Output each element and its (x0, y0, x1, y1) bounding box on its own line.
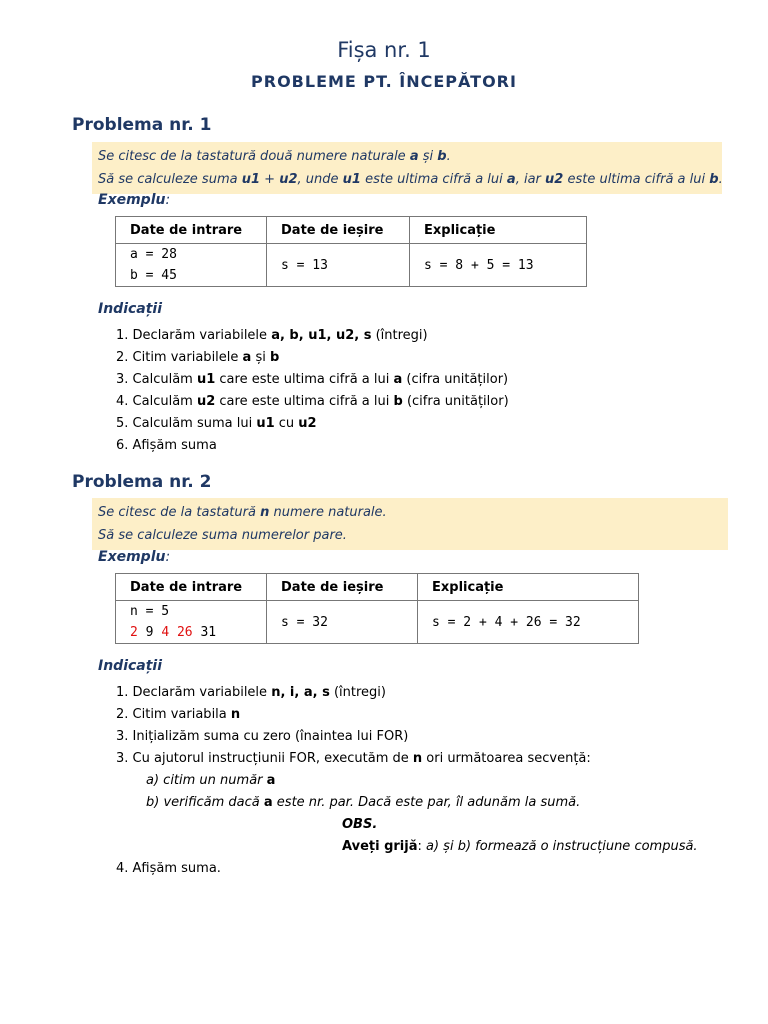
problem-2-steps (116, 682, 698, 880)
page-subtitle: PROBLEME PT. ÎNCEPĂTORI (251, 72, 517, 91)
list-item: 1. Declarăm variabilele n, i, a, s (întregi) (116, 685, 386, 700)
table-header: Explicație (410, 217, 587, 244)
table-cell-explanation: s = 8 + 5 = 13 (410, 244, 587, 287)
table-cell-output: s = 32 (267, 601, 418, 644)
problem-1-heading: Problema nr. 1 (72, 115, 212, 135)
list-item: 3. Cu ajutorul instrucțiunii FOR, executăm de n ori următoarea secvență: (116, 751, 591, 766)
problem-1-statement: Se citesc de la tastatură două numere naturale a și b. Să se calculeze suma u1 + u2, unde u1 este ultima cifră a lui a, iar u2 este ultima cifră a lui b. (92, 142, 722, 194)
list-item: b) verificăm dacă a este nr. par. Dacă este par, îl adunăm la sumă. (146, 795, 581, 810)
problem-2-statement: Se citesc de la tastatură n numere naturale. Să se calculeze suma numerelor pare. (92, 498, 728, 550)
list-item: 6. Afișăm suma (116, 438, 217, 453)
obs-note: OBS. (342, 817, 378, 832)
problem-1-steps (116, 325, 509, 457)
odd-number: 9 (145, 625, 154, 640)
table-header: Date de intrare (116, 217, 267, 244)
problem-2-example-label: Exemplu: (98, 549, 171, 565)
list-item: 4. Calculăm u2 care este ultima cifră a lui b (cifra unităților) (116, 394, 509, 409)
problem-2-example-table (115, 573, 639, 644)
table-header-row (116, 574, 639, 601)
list-item: 3. Calculăm u1 care este ultima cifră a lui a (cifra unităților) (116, 372, 509, 387)
list-item: 4. Afișăm suma. (116, 861, 221, 876)
even-number: 26 (176, 625, 193, 640)
page-title: Fișa nr. 1 (337, 38, 431, 62)
list-item: a) citim un număr a (146, 773, 276, 788)
problem-1-hints-label: Indicații (98, 301, 163, 317)
table-header: Explicație (418, 574, 639, 601)
problem-1-example-table (115, 216, 587, 287)
problem-2-heading: Problema nr. 2 (72, 472, 212, 492)
even-number: 2 (130, 625, 138, 640)
table-header: Date de ieșire (267, 217, 410, 244)
problem-2-hints-label: Indicații (98, 658, 163, 674)
table-row (116, 601, 639, 644)
table-header: Date de intrare (116, 574, 267, 601)
table-cell-input: a = 28 b = 45 (116, 244, 267, 287)
table-cell-output: s = 13 (267, 244, 410, 287)
odd-number: 31 (200, 625, 217, 640)
list-item: 3. Inițializăm suma cu zero (înaintea lui FOR) (116, 729, 409, 744)
list-item: 2. Citim variabilele a și b (116, 350, 280, 365)
list-item: 5. Calculăm suma lui u1 cu u2 (116, 416, 317, 431)
table-row (116, 244, 587, 287)
list-item: 1. Declarăm variabilele a, b, u1, u2, s (întregi) (116, 328, 428, 343)
table-header: Date de ieșire (267, 574, 418, 601)
table-header-row (116, 217, 587, 244)
care-note: Aveți grijă: a) și b) formează o instrucțiune compusă. (342, 839, 698, 854)
list-item: 2. Citim variabila n (116, 707, 241, 722)
problem-1-example-label: Exemplu: (98, 192, 171, 208)
table-cell-input: n = 5 2 9 4 26 31 (116, 601, 267, 644)
table-cell-explanation: s = 2 + 4 + 26 = 32 (418, 601, 639, 644)
even-number: 4 (161, 625, 170, 640)
